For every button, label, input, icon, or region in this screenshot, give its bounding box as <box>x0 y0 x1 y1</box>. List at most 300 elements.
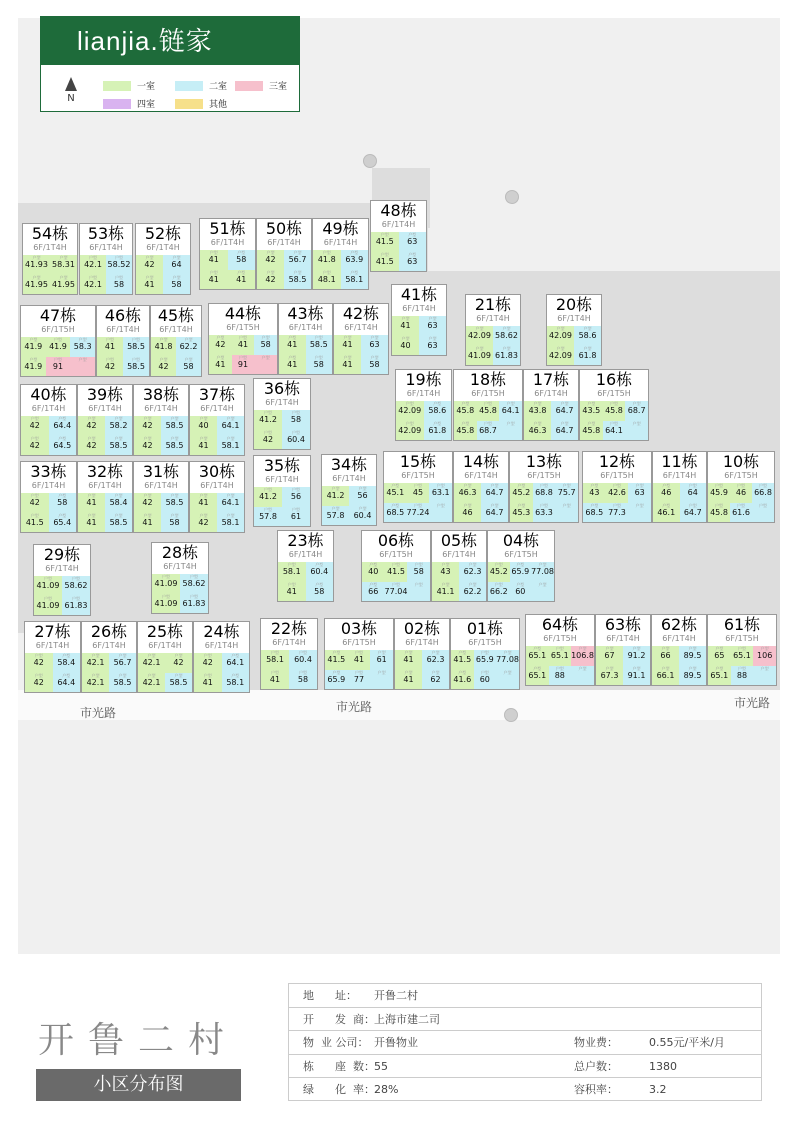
building-spec: 6F/1T5H <box>724 471 758 480</box>
unit-area-cell: 户型 42 <box>194 653 222 673</box>
unit-area-cell: 户型 41.2 <box>322 486 349 506</box>
building-spec: 6F/1T4H <box>146 243 180 252</box>
unit-area-cell: 户型 61.83 <box>493 346 520 366</box>
unit-area-cell: 户型 65.1 <box>526 646 549 666</box>
unit-area-cell: 户型 42.1 <box>138 673 165 693</box>
building-card[interactable] <box>394 618 450 690</box>
unit-area-cell: 户型 66 <box>362 582 385 602</box>
unit-area-cell: 户型 41 <box>334 355 361 375</box>
building-spec: 6F/1T5H <box>379 550 413 559</box>
road-label: 市光路 <box>80 706 117 720</box>
building-spec: 6F/1T4H <box>33 243 67 252</box>
unit-area-cell: 户型 42.09 <box>547 346 574 366</box>
unit-area-cell <box>753 666 776 686</box>
unit-area-cell: 户型 64.7 <box>481 503 508 523</box>
unit-area-cell: 户型 61.83 <box>180 594 208 614</box>
unit-grid <box>21 337 95 376</box>
building-name: 46栋 <box>104 306 142 325</box>
building-name: 22栋 <box>270 619 308 638</box>
building-name: 26栋 <box>90 622 128 641</box>
unit-area-cell: 户型 41.09 <box>152 574 180 594</box>
building-card[interactable] <box>150 305 202 377</box>
unit-area-cell: 户型 64.1 <box>222 653 250 673</box>
unit-area-cell: 户型 58 <box>282 410 310 430</box>
unit-grid <box>708 483 774 522</box>
unit-area-cell: 户型 42 <box>134 493 161 513</box>
unit-area-cell: 户型 64.1 <box>217 493 244 513</box>
building-name: 39栋 <box>86 385 124 404</box>
unit-grid <box>190 493 244 532</box>
building-card[interactable] <box>450 618 520 690</box>
unit-grid <box>466 326 520 365</box>
unit-area-cell: 户型 40 <box>362 562 385 582</box>
building-name: 30栋 <box>198 462 236 481</box>
unit-area-cell <box>407 582 430 602</box>
unit-grid <box>708 646 776 685</box>
building-card[interactable] <box>256 218 312 290</box>
building-spec: 6F/1T4H <box>144 404 178 413</box>
building-spec: 6F/1T5H <box>543 634 577 643</box>
building-card[interactable] <box>333 303 389 375</box>
info-row <box>289 984 761 1008</box>
building-card[interactable] <box>707 614 777 686</box>
unit-area-cell: 户型 58 <box>289 670 317 690</box>
building-card[interactable] <box>24 621 81 693</box>
unit-area-cell: 户型 41.2 <box>254 410 282 430</box>
building-card[interactable] <box>487 530 555 602</box>
unit-area-cell: 户型 58 <box>161 513 188 533</box>
unit-area-cell: 户型 58.1 <box>261 650 289 670</box>
unit-grid <box>547 326 601 365</box>
unit-area-cell: 户型 58 <box>254 335 277 355</box>
building-spec: 6F/1T4H <box>159 325 193 334</box>
unit-area-cell: 户型 68.8 <box>533 483 556 503</box>
legend-item <box>103 79 155 92</box>
unit-area-cell: 户型 42 <box>136 255 163 275</box>
unit-area-cell <box>531 582 554 602</box>
building-spec: 6F/1T5H <box>600 471 634 480</box>
unit-area-cell <box>499 421 522 441</box>
building-name: 37栋 <box>198 385 236 404</box>
unit-area-cell: 户型 64.4 <box>53 673 81 693</box>
building-card[interactable] <box>79 223 133 295</box>
building-card[interactable] <box>579 369 649 441</box>
unit-area-cell: 户型 91.2 <box>623 646 650 666</box>
building-card[interactable] <box>652 451 707 523</box>
building-card[interactable] <box>383 451 453 523</box>
building-card[interactable] <box>509 451 579 523</box>
info-label: 绿 化 率： <box>303 1083 375 1097</box>
map-subtitle: 小区分布图 <box>36 1069 241 1101</box>
building-name: 27栋 <box>34 622 71 641</box>
unit-area-cell: 户型 40 <box>190 416 217 436</box>
metro-icon <box>504 708 518 722</box>
building-name: 35栋 <box>263 456 301 475</box>
unit-area-cell: 户型 66.2 <box>488 582 510 602</box>
unit-area-cell <box>370 670 393 690</box>
unit-area-cell: 户型 91.1 <box>623 666 650 686</box>
unit-area-cell: 户型 41.09 <box>34 596 62 616</box>
info-row <box>289 1031 761 1055</box>
unit-area-cell: 户型 42 <box>78 436 105 456</box>
info-value: 55 <box>374 1059 388 1073</box>
building-spec: 6F/1T4H <box>323 238 358 247</box>
building-spec: 6F/1T5H <box>468 638 502 647</box>
building-card[interactable] <box>546 294 602 366</box>
unit-grid <box>21 493 76 532</box>
building-name: 21栋 <box>474 295 512 314</box>
building-card[interactable] <box>523 369 579 441</box>
unit-area-cell: 户型 42.09 <box>396 421 424 441</box>
unit-area-cell: 户型 41.5 <box>371 232 399 252</box>
building-card[interactable] <box>370 200 427 272</box>
unit-area-cell: 户型 58.5 <box>165 673 192 693</box>
building-card[interactable] <box>453 451 509 523</box>
unit-area-cell: 户型 64.1 <box>217 416 244 436</box>
poi-icon <box>363 154 377 168</box>
unit-area-cell: 户型 63 <box>419 316 446 336</box>
building-card[interactable] <box>324 618 394 690</box>
info-label: 容积率： <box>574 1083 618 1097</box>
unit-area-cell: 户型 63 <box>399 252 427 272</box>
unit-area-cell: 户型 58 <box>361 355 388 375</box>
unit-area-cell: 户型 45.8 <box>580 421 603 441</box>
unit-area-cell: 户型 77 <box>348 670 371 690</box>
unit-area-cell: 户型 42 <box>190 513 217 533</box>
unit-area-cell: 户型 42.6 <box>606 483 629 503</box>
unit-area-cell: 户型 42 <box>151 357 176 377</box>
unit-grid <box>396 401 451 440</box>
unit-grid <box>454 401 522 440</box>
unit-area-cell: 户型 46 <box>730 483 752 503</box>
unit-area-cell: 户型 63.3 <box>533 503 556 523</box>
building-name: 15栋 <box>399 452 437 471</box>
unit-grid <box>313 250 368 289</box>
unit-area-cell: 户型 68.7 <box>625 401 648 421</box>
legend-swatch <box>235 81 263 91</box>
unit-area-cell: 户型 42.1 <box>82 673 109 693</box>
building-spec: 6F/1T4H <box>210 238 245 247</box>
building-spec: 6F/1T5H <box>597 389 631 398</box>
unit-area-cell <box>70 357 95 377</box>
unit-area-cell: 户型 68.5 <box>384 503 407 523</box>
building-card[interactable] <box>20 461 77 533</box>
unit-area-cell: 户型 58.4 <box>53 653 81 673</box>
unit-area-cell: 户型 41 <box>78 513 105 533</box>
building-card[interactable] <box>321 454 377 526</box>
building-card[interactable] <box>253 378 311 450</box>
unit-area-cell: 户型 41 <box>200 250 228 270</box>
building-card[interactable] <box>20 305 96 377</box>
building-card[interactable] <box>453 369 523 441</box>
building-card[interactable] <box>133 384 189 456</box>
unit-grid <box>334 335 388 374</box>
unit-area-cell: 户型 41.2 <box>254 487 282 507</box>
unit-grid <box>254 487 310 526</box>
building-card[interactable] <box>189 384 245 456</box>
legend-label: 二室 <box>209 82 228 92</box>
unit-area-cell <box>752 503 774 523</box>
unit-area-cell: 户型 60 <box>510 582 532 602</box>
unit-area-cell: 户型 58.5 <box>284 270 311 290</box>
unit-area-cell: 户型 58.5 <box>105 436 132 456</box>
building-card[interactable] <box>278 303 333 375</box>
unit-grid <box>596 646 650 685</box>
building-spec: 6F/1T4H <box>464 471 498 480</box>
unit-area-cell: 户型 45 <box>407 483 430 503</box>
building-card[interactable] <box>199 218 256 290</box>
info-label: 物 业 公司： <box>303 1036 369 1050</box>
unit-grid <box>23 255 77 294</box>
unit-area-cell: 户型 58.1 <box>222 673 250 693</box>
info-row <box>289 1078 761 1102</box>
building-card[interactable] <box>253 455 311 527</box>
legend-swatch <box>175 99 203 109</box>
unit-area-cell: 户型 46 <box>454 503 481 523</box>
unit-area-cell: 户型 67 <box>596 646 623 666</box>
building-card[interactable] <box>260 618 318 690</box>
info-row <box>289 1008 761 1032</box>
unit-area-cell: 户型 58.5 <box>161 436 188 456</box>
unit-grid <box>488 562 554 601</box>
unit-area-cell: 户型 58.5 <box>105 513 132 533</box>
unit-area-cell: 户型 56 <box>282 487 310 507</box>
legend-item <box>175 79 227 92</box>
unit-area-cell: 户型 41 <box>279 355 306 375</box>
building-spec: 6F/1T4H <box>35 641 70 650</box>
unit-area-cell: 户型 63 <box>628 483 651 503</box>
building-card[interactable] <box>208 303 278 375</box>
legend-item <box>103 97 155 110</box>
building-name: 54栋 <box>31 224 69 243</box>
building-card[interactable] <box>20 384 77 456</box>
building-card[interactable] <box>151 542 209 614</box>
building-name: 14栋 <box>462 452 500 471</box>
road-label: 市光路 <box>734 696 771 710</box>
building-name: 47栋 <box>39 306 77 325</box>
building-card[interactable] <box>77 384 133 456</box>
unit-area-cell: 户型 42 <box>257 250 284 270</box>
unit-area-cell: 户型 77.24 <box>407 503 430 523</box>
building-card[interactable] <box>525 614 595 686</box>
info-label: 物业费： <box>574 1036 618 1050</box>
unit-grid <box>510 483 578 522</box>
unit-area-cell: 户型 58.5 <box>161 416 188 436</box>
unit-area-cell: 户型 41 <box>134 513 161 533</box>
building-card[interactable] <box>22 223 78 295</box>
info-label: 开 发 商： <box>303 1012 375 1026</box>
unit-area-cell: 户型 41.5 <box>451 650 474 670</box>
unit-area-cell: 户型 88 <box>731 666 754 686</box>
building-spec: 6F/1T4H <box>606 634 640 643</box>
building-spec: 6F/1T4H <box>288 323 323 332</box>
info-label: 栋 座 数： <box>303 1059 375 1073</box>
building-name: 10栋 <box>722 452 760 471</box>
building-card[interactable] <box>395 369 452 441</box>
building-name: 16栋 <box>595 370 633 389</box>
building-name: 23栋 <box>287 531 324 550</box>
unit-area-cell: 户型 42 <box>134 416 161 436</box>
unit-area-cell: 户型 60.4 <box>282 430 310 450</box>
building-card[interactable] <box>582 451 652 523</box>
legend-swatch <box>103 99 131 109</box>
info-label <box>574 984 649 1007</box>
unit-grid <box>190 416 244 455</box>
unit-grid <box>322 486 376 525</box>
unit-area-cell: 户型 77.3 <box>606 503 629 523</box>
building-card[interactable] <box>707 451 775 523</box>
unit-area-cell: 户型 41 <box>194 673 222 693</box>
unit-area-cell <box>555 503 578 523</box>
building-card[interactable] <box>33 544 91 616</box>
building-spec: 6F/1T5H <box>226 323 260 332</box>
legend-label: 其他 <box>209 100 228 110</box>
unit-area-cell: 户型 66.8 <box>752 483 774 503</box>
unit-area-cell: 户型 58.5 <box>123 357 149 377</box>
unit-area-cell: 户型 77.08 <box>496 650 519 670</box>
unit-area-cell: 户型 41 <box>78 493 105 513</box>
building-card[interactable] <box>77 461 133 533</box>
unit-area-cell: 户型 41.5 <box>371 252 399 272</box>
unit-area-cell: 户型 42 <box>21 416 49 436</box>
building-name: 28栋 <box>161 543 199 562</box>
unit-grid <box>526 646 594 685</box>
building-card[interactable] <box>277 530 334 602</box>
building-card[interactable] <box>96 305 150 377</box>
building-name: 45栋 <box>157 306 195 325</box>
unit-area-cell: 户型 65.1 <box>526 666 549 686</box>
unit-area-cell: 户型 58 <box>176 357 201 377</box>
unit-area-cell: 户型 61.83 <box>62 596 90 616</box>
unit-area-cell: 户型 41 <box>200 270 228 290</box>
unit-area-cell: 户型 63 <box>419 336 446 356</box>
building-card[interactable] <box>361 530 431 602</box>
building-card[interactable] <box>431 530 487 602</box>
unit-grid <box>254 410 310 449</box>
unit-area-cell: 户型 58.2 <box>105 416 132 436</box>
building-card[interactable] <box>81 621 137 693</box>
building-name: 63栋 <box>604 615 642 634</box>
unit-area-cell: 户型 41 <box>348 650 371 670</box>
unit-area-cell: 户型 46.3 <box>454 483 481 503</box>
building-card[interactable] <box>465 294 521 366</box>
building-name: 29栋 <box>43 545 81 564</box>
unit-area-cell: 户型 58.62 <box>62 576 90 596</box>
unit-area-cell: 户型 61.8 <box>424 421 452 441</box>
unit-area-cell: 户型 58 <box>306 355 333 375</box>
unit-area-cell: 户型 42 <box>254 430 282 450</box>
unit-area-cell: 户型 67.3 <box>596 666 623 686</box>
unit-area-cell: 户型 45.2 <box>510 483 533 503</box>
unit-area-cell: 户型 42 <box>21 436 49 456</box>
unit-area-cell: 户型 45.1 <box>384 483 407 503</box>
building-name: 11栋 <box>661 452 698 471</box>
unit-area-cell: 户型 41.5 <box>21 513 49 533</box>
building-card[interactable] <box>193 621 250 693</box>
unit-area-cell: 户型 45.8 <box>708 503 730 523</box>
legend <box>41 73 299 113</box>
building-spec: 6F/1T4H <box>272 638 306 647</box>
community-title: 开鲁二村 <box>38 1020 239 1061</box>
building-card[interactable] <box>651 614 707 686</box>
building-spec: 6F/1T5H <box>504 550 538 559</box>
unit-area-cell: 户型 41.9 <box>21 357 46 377</box>
unit-area-cell: 户型 88 <box>549 666 572 686</box>
building-name: 12栋 <box>598 452 636 471</box>
unit-area-cell: 户型 64 <box>163 255 190 275</box>
unit-grid <box>325 650 393 689</box>
info-label <box>574 1008 649 1031</box>
unit-area-cell: 户型 89.5 <box>679 646 706 666</box>
building-spec: 6F/1T4H <box>31 481 66 490</box>
building-spec: 6F/1T4H <box>381 220 416 229</box>
unit-grid <box>362 562 430 601</box>
unit-area-cell: 户型 41 <box>97 337 123 357</box>
unit-area-cell: 户型 41.9 <box>46 337 71 357</box>
logo-text: lianjia.链家 <box>41 17 299 65</box>
unit-area-cell: 户型 42.09 <box>396 401 424 421</box>
building-card[interactable] <box>391 284 447 356</box>
building-spec: 6F/1T4H <box>402 304 436 313</box>
building-card[interactable] <box>135 223 191 295</box>
unit-area-cell: 户型 75.7 <box>555 483 578 503</box>
building-name: 43栋 <box>287 304 324 323</box>
unit-area-cell: 户型 41.5 <box>385 562 408 582</box>
unit-area-cell: 户型 43.8 <box>524 401 551 421</box>
unit-grid <box>392 316 446 355</box>
unit-grid <box>580 401 648 440</box>
building-name: 61栋 <box>723 615 761 634</box>
unit-area-cell: 户型 41 <box>279 335 306 355</box>
unit-area-cell: 户型 65.4 <box>49 513 77 533</box>
building-card[interactable] <box>595 614 651 686</box>
building-card[interactable] <box>189 461 245 533</box>
building-spec: 6F/1T4H <box>476 314 510 323</box>
unit-area-cell: 户型 58.31 <box>50 255 77 275</box>
unit-area-cell: 户型 58.5 <box>161 493 188 513</box>
unit-area-cell: 户型 45.8 <box>477 401 500 421</box>
unit-area-cell: 户型 65.1 <box>731 646 754 666</box>
building-name: 19栋 <box>405 370 442 389</box>
building-spec: 6F/1T4H <box>288 550 323 559</box>
unit-area-cell: 户型 62.3 <box>422 650 449 670</box>
unit-area-cell: 户型 58 <box>49 493 77 513</box>
building-spec: 6F/1T5H <box>725 634 759 643</box>
unit-area-cell: 户型 41.93 <box>23 255 50 275</box>
unit-area-cell: 户型 42.1 <box>82 653 109 673</box>
building-spec: 6F/1T5H <box>471 389 505 398</box>
unit-area-cell <box>429 503 452 523</box>
building-spec: 6F/1T4H <box>265 475 299 484</box>
unit-area-cell: 户型 65.9 <box>474 650 497 670</box>
building-name: 04栋 <box>502 531 540 550</box>
unit-area-cell: 户型 63 <box>399 232 427 252</box>
building-spec: 6F/1T4H <box>662 471 697 480</box>
unit-area-cell: 户型 42.1 <box>80 255 106 275</box>
building-spec: 6F/1T4H <box>344 323 378 332</box>
building-name: 48栋 <box>380 201 417 220</box>
unit-area-cell: 户型 41 <box>190 436 217 456</box>
unit-area-cell: 户型 43 <box>432 562 459 582</box>
building-name: 36栋 <box>263 379 301 398</box>
unit-area-cell: 户型 64.4 <box>49 416 77 436</box>
building-card[interactable] <box>133 461 189 533</box>
unit-area-cell: 户型 41.9 <box>21 337 46 357</box>
building-card[interactable] <box>312 218 369 290</box>
unit-area-cell: 户型 91 <box>46 357 71 377</box>
building-card[interactable] <box>137 621 193 693</box>
unit-area-cell: 户型 64 <box>680 483 707 503</box>
